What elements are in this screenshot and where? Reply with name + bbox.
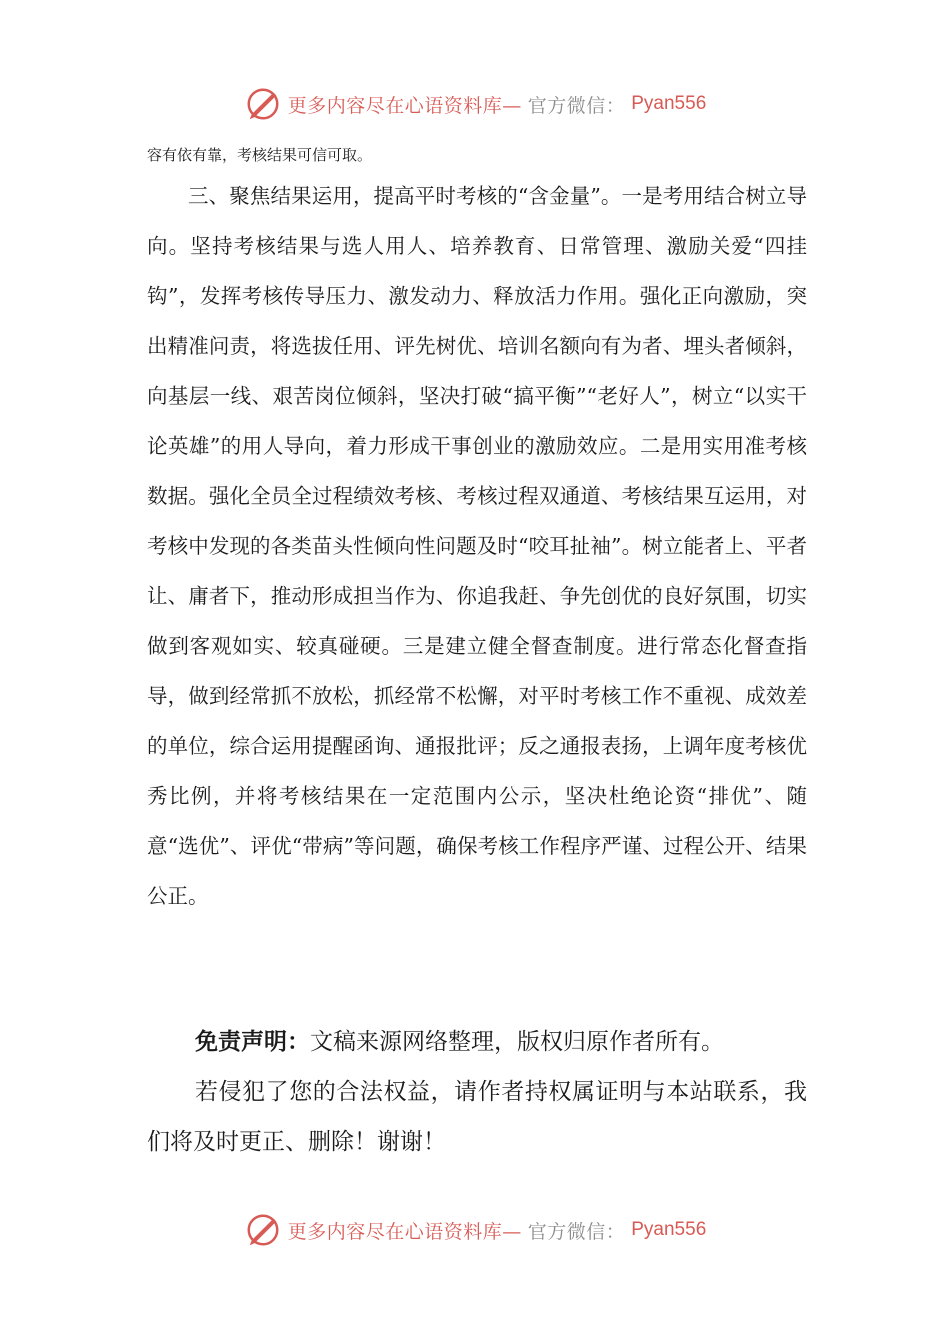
watermark-wechat-label: 官方微信： <box>527 94 626 117</box>
watermark-wechat-label: 官方微信： <box>527 1220 626 1243</box>
watermark-wechat-id: Pyan556 <box>631 1219 707 1240</box>
footer-watermark <box>0 1208 950 1252</box>
pen-circle-logo-icon <box>244 85 282 123</box>
watermark-site-text: 更多内容尽在心语资料库— <box>287 1220 522 1243</box>
disclaimer-line1: 文稿来源网络整理，版权归原作者所有。 <box>310 1029 724 1055</box>
pen-circle-logo-icon <box>244 1211 282 1249</box>
disclaimer-block <box>147 1017 807 1167</box>
disclaimer-label: 免责声明： <box>195 1029 310 1055</box>
disclaimer-line2: 若侵犯了您的合法权益，请作者持权属证明与本站联系，我们将及时更正、删除！谢谢！ <box>147 1079 807 1155</box>
header-watermark <box>0 82 950 126</box>
section-three-text: 三、聚焦结果运用，提高平时考核的“含金量”。一是考用结合树立导向。坚持考核结果与选人用人、培养教育、日常管理、激励关爱“四挂钩”，发挥考核传导压力、激发动力、释放活力作用。强化正向激励，突出精准问责，将选拔任用、评先树优、培训名额向有为者、埋头者倾斜，向基层一线、艰苦岗位倾斜，坚决打破“搞平衡”“老好人”，树立“以实干论英雄”的用人导向，着力形成干事创业的激励效应。二是用实用准考核数据。强化全员全过程绩效考核、考核过程双通道、考核结果互运用，对考核中发现的各类苗头性倾向性问题及时“咬耳扯袖”。树立能者上、平者让、庸者下，推动形成担当作为、你追我赶、争先创优的良好氛围，切实做到客观如实、较真碰硬。三是建立健全督查制度。进行常态化督查指导，做到经常抓不放松，抓经常不松懈，对平时考核工作不重视、成效差的单位，综合运用提醒函询、通报批评；反之通报表扬，上调年度考核优秀比例，并将考核结果在一定范围内公示，坚决杜绝论资“排优”、随意“选优”、评优“带病”等问题，确保考核工作程序严谨、过程公开、结果公正。 <box>147 184 807 908</box>
watermark-wechat-id: Pyan556 <box>631 93 707 114</box>
section-three-paragraph <box>147 171 807 921</box>
watermark-site-text: 更多内容尽在心语资料库— <box>287 94 522 117</box>
carry-over-text: 容有依有靠，考核结果可信可取。 <box>147 146 373 164</box>
